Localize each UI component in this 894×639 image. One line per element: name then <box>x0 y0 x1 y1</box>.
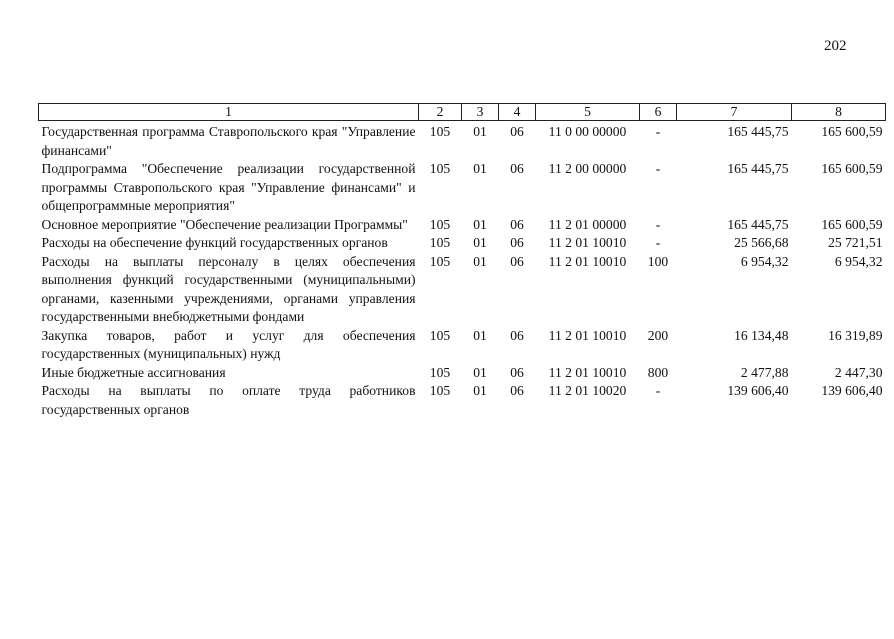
row-code-4-cell: 06 <box>510 327 524 343</box>
row-code-5-cell: 11 2 01 10010 <box>548 327 627 343</box>
row-value-8-cell: 25 721,51 <box>828 235 883 250</box>
row-value-7-cell: 139 606,40 <box>727 383 789 398</box>
row-code-5-cell: 11 2 00 00000 <box>548 161 627 176</box>
row-code-5-cell: 11 0 00 00000 <box>548 124 627 139</box>
row-code-4-cell: 06 <box>510 235 524 250</box>
row-code-2-cell: 105 <box>429 124 451 139</box>
row-code-3-cell: 01 <box>473 327 487 343</box>
row-code-6-cell: 800 <box>647 364 669 380</box>
row-code-4-cell: 06 <box>510 383 524 398</box>
column-header-2: 2 <box>419 104 462 121</box>
budget-table <box>38 103 886 419</box>
row-name-cell: Подпрограмма "Обеспечение реализации государственной программы Ставропольского края "Управление финансами" и общепрограммные мероприятия" <box>41 161 416 213</box>
table-row <box>39 160 886 216</box>
row-code-5-cell: 11 2 01 00000 <box>548 216 627 232</box>
row-code-6-cell: - <box>655 124 661 139</box>
row-name-cell: Расходы на выплаты по оплате труда работников государственных органов <box>41 383 416 417</box>
table-row <box>39 216 886 235</box>
table-row <box>39 327 886 364</box>
row-code-6-cell: - <box>655 383 661 398</box>
row-value-8-cell: 139 606,40 <box>821 383 883 398</box>
column-header-1: 1 <box>39 104 419 121</box>
table-body <box>39 121 886 420</box>
row-code-4-cell: 06 <box>510 161 524 176</box>
row-name-cell: Государственная программа Ставропольского края "Управление финансами" <box>41 124 416 158</box>
row-code-2-cell: 105 <box>429 364 451 380</box>
row-code-5-cell: 11 2 01 10010 <box>548 253 627 269</box>
row-value-7-cell: 165 445,75 <box>727 216 789 232</box>
row-value-8-cell: 165 600,59 <box>821 124 883 139</box>
column-header-6: 6 <box>640 104 677 121</box>
row-code-2-cell: 105 <box>429 253 451 269</box>
row-code-6-cell: - <box>655 216 661 232</box>
row-name-cell: Основное мероприятие "Обеспечение реализации Программы" <box>41 216 408 232</box>
row-code-2-cell: 105 <box>429 327 451 343</box>
column-header-8: 8 <box>792 104 886 121</box>
row-name-cell: Расходы на обеспечение функций государственных органов <box>41 235 388 250</box>
row-value-7-cell: 2 477,88 <box>740 364 789 380</box>
table-row <box>39 234 886 253</box>
row-code-2-cell: 105 <box>429 161 451 176</box>
row-code-3-cell: 01 <box>473 216 487 232</box>
row-value-8-cell: 2 447,30 <box>834 364 883 380</box>
column-header-7: 7 <box>677 104 792 121</box>
table-row <box>39 123 886 160</box>
row-code-3-cell: 01 <box>473 364 487 380</box>
table-row <box>39 364 886 383</box>
row-code-5-cell: 11 2 01 10010 <box>548 364 627 380</box>
row-code-2-cell: 105 <box>429 383 451 398</box>
row-code-5-cell: 11 2 01 10010 <box>548 235 627 250</box>
row-code-4-cell: 06 <box>510 364 524 380</box>
table-row <box>39 382 886 419</box>
column-header-3: 3 <box>462 104 499 121</box>
row-value-8-cell: 165 600,59 <box>821 216 883 232</box>
row-value-7-cell: 6 954,32 <box>740 253 789 269</box>
row-code-2-cell: 105 <box>429 216 451 232</box>
row-value-7-cell: 16 134,48 <box>734 327 789 343</box>
row-value-8-cell: 16 319,89 <box>828 327 883 343</box>
row-value-8-cell: 6 954,32 <box>834 253 883 269</box>
row-code-4-cell: 06 <box>510 124 524 139</box>
row-value-8-cell: 165 600,59 <box>821 161 883 176</box>
row-name-cell: Иные бюджетные ассигнования <box>41 364 226 380</box>
row-code-4-cell: 06 <box>510 253 524 269</box>
row-value-7-cell: 165 445,75 <box>727 161 789 176</box>
row-name-cell: Закупка товаров, работ и услуг для обеспечения государственных (муниципальных) нужд <box>41 327 416 361</box>
page-number: 202 <box>824 38 847 54</box>
row-code-4-cell: 06 <box>510 216 524 232</box>
row-code-5-cell: 11 2 01 10020 <box>548 383 627 398</box>
row-value-7-cell: 165 445,75 <box>727 124 789 139</box>
table-row <box>39 253 886 327</box>
row-code-3-cell: 01 <box>473 124 487 139</box>
column-header-4: 4 <box>499 104 536 121</box>
row-code-2-cell: 105 <box>429 235 451 250</box>
row-code-6-cell: - <box>655 235 661 250</box>
row-code-3-cell: 01 <box>473 383 487 398</box>
row-code-3-cell: 01 <box>473 161 487 176</box>
column-header-5: 5 <box>536 104 640 121</box>
row-code-6-cell: 100 <box>647 253 669 269</box>
row-code-3-cell: 01 <box>473 235 487 250</box>
row-name-cell: Расходы на выплаты персоналу в целях обеспечения выполнения функций государственными (муниципальными) органами, казенными учреждениями, органами управления государственными внебюджетными фондами <box>41 253 416 324</box>
row-value-7-cell: 25 566,68 <box>734 235 789 250</box>
row-code-6-cell: - <box>655 161 661 176</box>
row-code-3-cell: 01 <box>473 253 487 269</box>
table-header-row <box>39 104 886 121</box>
row-code-6-cell: 200 <box>647 327 669 343</box>
